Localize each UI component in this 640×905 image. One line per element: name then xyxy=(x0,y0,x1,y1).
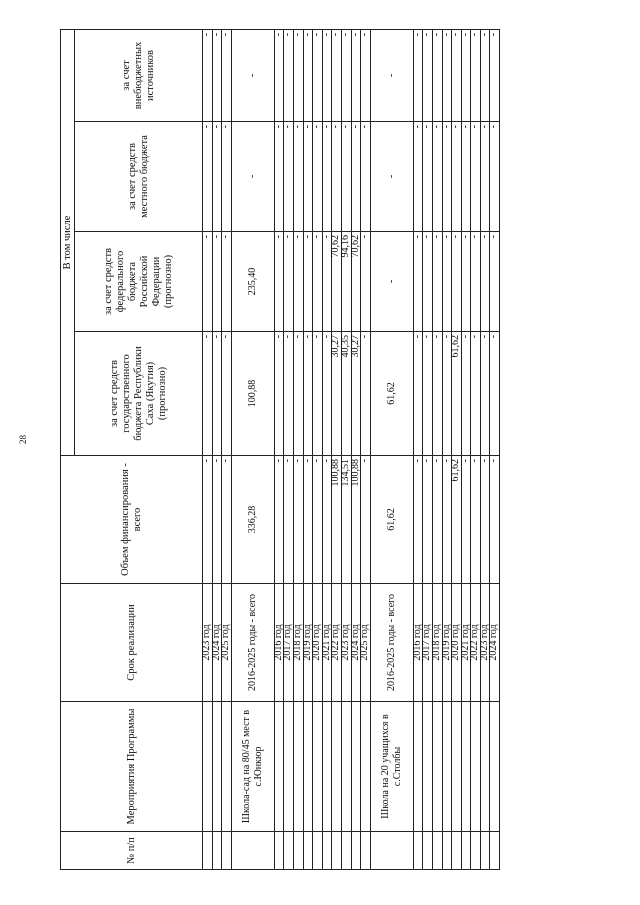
cell-period: 2016-2025 годы - всего xyxy=(370,584,413,702)
header-extra-budget: за счет внебюджетных источников xyxy=(75,29,203,121)
cell-measure xyxy=(274,702,284,832)
table-row xyxy=(432,29,442,869)
cell-state-budget: - xyxy=(361,332,371,456)
header-total: Объем финансирования - всего xyxy=(61,456,203,584)
cell-measure: Школа на 20 учащихся в с.Столбы xyxy=(370,702,413,832)
table-row xyxy=(303,29,313,869)
cell-total: - xyxy=(413,456,423,584)
cell-federal-budget: - xyxy=(370,232,413,332)
cell-extra-budget: - xyxy=(212,29,222,121)
cell-measure: Школа-сад на 80/45 мест в с.Юнкюр xyxy=(231,702,274,832)
cell-no xyxy=(293,832,303,870)
cell-no xyxy=(231,832,274,870)
cell-measure xyxy=(361,702,371,832)
cell-measure xyxy=(212,702,222,832)
cell-total: - xyxy=(471,456,481,584)
cell-period: 2018 год xyxy=(432,584,442,702)
cell-federal-budget: 94,16 xyxy=(341,232,351,332)
cell-period: 2016 год xyxy=(274,584,284,702)
cell-total: - xyxy=(423,456,433,584)
table-row xyxy=(413,29,423,869)
cell-no xyxy=(284,832,294,870)
cell-local-budget: - xyxy=(370,122,413,232)
cell-extra-budget: - xyxy=(284,29,294,121)
cell-local-budget: - xyxy=(274,122,284,232)
cell-total: - xyxy=(322,456,332,584)
cell-local-budget: - xyxy=(461,122,471,232)
cell-no xyxy=(432,832,442,870)
cell-federal-budget: - xyxy=(212,232,222,332)
table-row xyxy=(203,29,213,869)
cell-local-budget: - xyxy=(423,122,433,232)
cell-local-budget: - xyxy=(303,122,313,232)
cell-period: 2017 год xyxy=(423,584,433,702)
cell-state-budget: - xyxy=(212,332,222,456)
table-row xyxy=(370,29,413,869)
cell-federal-budget: - xyxy=(293,232,303,332)
cell-state-budget: - xyxy=(313,332,323,456)
cell-local-budget: - xyxy=(322,122,332,232)
cell-state-budget: - xyxy=(303,332,313,456)
cell-federal-budget: 70,62 xyxy=(351,232,361,332)
cell-extra-budget: - xyxy=(303,29,313,121)
cell-federal-budget: - xyxy=(461,232,471,332)
cell-period: 2024 год xyxy=(351,584,361,702)
cell-federal-budget: - xyxy=(313,232,323,332)
cell-federal-budget: - xyxy=(480,232,490,332)
cell-local-budget: - xyxy=(432,122,442,232)
cell-measure xyxy=(432,702,442,832)
cell-local-budget: - xyxy=(351,122,361,232)
cell-state-budget: - xyxy=(490,332,500,456)
cell-measure xyxy=(284,702,294,832)
cell-state-budget: - xyxy=(471,332,481,456)
cell-state-budget: 61,62 xyxy=(370,332,413,456)
table-row xyxy=(284,29,294,869)
cell-extra-budget: - xyxy=(313,29,323,121)
cell-federal-budget: - xyxy=(303,232,313,332)
cell-federal-budget: - xyxy=(452,232,462,332)
cell-extra-budget: - xyxy=(370,29,413,121)
cell-state-budget: - xyxy=(274,332,284,456)
cell-no xyxy=(203,832,213,870)
table-header xyxy=(61,29,203,869)
cell-measure xyxy=(341,702,351,832)
cell-no xyxy=(452,832,462,870)
cell-period: 2025 год xyxy=(361,584,371,702)
cell-federal-budget: 235,40 xyxy=(231,232,274,332)
cell-period: 2023 год xyxy=(203,584,213,702)
cell-total: - xyxy=(284,456,294,584)
cell-state-budget: 100,88 xyxy=(231,332,274,456)
cell-federal-budget: - xyxy=(203,232,213,332)
cell-measure xyxy=(322,702,332,832)
cell-extra-budget: - xyxy=(442,29,452,121)
cell-state-budget: - xyxy=(203,332,213,456)
financing-table xyxy=(60,29,500,870)
cell-local-budget: - xyxy=(293,122,303,232)
cell-period: 2016-2025 годы - всего xyxy=(231,584,274,702)
cell-extra-budget: - xyxy=(423,29,433,121)
cell-period: 2024 год xyxy=(490,584,500,702)
cell-federal-budget: - xyxy=(442,232,452,332)
cell-federal-budget: - xyxy=(222,232,232,332)
table-row xyxy=(231,29,274,869)
cell-no xyxy=(212,832,222,870)
cell-no xyxy=(341,832,351,870)
cell-period: 2021 год xyxy=(461,584,471,702)
cell-federal-budget: - xyxy=(490,232,500,332)
header-including: В том числе xyxy=(61,29,75,455)
cell-local-budget: - xyxy=(332,122,342,232)
cell-period: 2022 год xyxy=(332,584,342,702)
cell-period: 2023 год xyxy=(480,584,490,702)
rotated-page-frame xyxy=(60,30,620,870)
cell-federal-budget: - xyxy=(284,232,294,332)
cell-total: - xyxy=(361,456,371,584)
cell-no xyxy=(322,832,332,870)
table-body xyxy=(203,29,500,869)
cell-total: - xyxy=(313,456,323,584)
cell-measure xyxy=(490,702,500,832)
cell-local-budget: - xyxy=(212,122,222,232)
cell-measure xyxy=(452,702,462,832)
cell-state-budget: 30,27 xyxy=(332,332,342,456)
cell-no xyxy=(480,832,490,870)
cell-extra-budget: - xyxy=(461,29,471,121)
cell-state-budget: - xyxy=(423,332,433,456)
header-local-budget: за счет средств местного бюджета xyxy=(75,122,203,232)
cell-total: 100,88 xyxy=(332,456,342,584)
cell-no xyxy=(461,832,471,870)
cell-extra-budget: - xyxy=(361,29,371,121)
cell-total: 61,62 xyxy=(452,456,462,584)
cell-federal-budget: - xyxy=(274,232,284,332)
cell-state-budget: - xyxy=(284,332,294,456)
page-number: 28 xyxy=(18,435,28,444)
cell-no xyxy=(351,832,361,870)
cell-total: - xyxy=(480,456,490,584)
cell-no xyxy=(471,832,481,870)
cell-measure xyxy=(293,702,303,832)
cell-total: - xyxy=(461,456,471,584)
cell-local-budget: - xyxy=(471,122,481,232)
cell-measure xyxy=(332,702,342,832)
cell-state-budget: - xyxy=(322,332,332,456)
table-row xyxy=(293,29,303,869)
cell-period: 2021 год xyxy=(322,584,332,702)
cell-measure xyxy=(351,702,361,832)
cell-measure xyxy=(413,702,423,832)
cell-no xyxy=(442,832,452,870)
cell-state-budget: 61,62 xyxy=(452,332,462,456)
cell-local-budget: - xyxy=(231,122,274,232)
cell-period: 2019 год xyxy=(442,584,452,702)
cell-local-budget: - xyxy=(413,122,423,232)
table-row xyxy=(461,29,471,869)
header-federal-budget: за счет средств федерального бюджета Российской Федерации (прогнозно) xyxy=(75,232,203,332)
cell-measure xyxy=(461,702,471,832)
cell-extra-budget: - xyxy=(471,29,481,121)
cell-state-budget: - xyxy=(222,332,232,456)
cell-no xyxy=(274,832,284,870)
cell-federal-budget: 70,62 xyxy=(332,232,342,332)
cell-extra-budget: - xyxy=(222,29,232,121)
cell-local-budget: - xyxy=(203,122,213,232)
cell-extra-budget: - xyxy=(432,29,442,121)
cell-total: - xyxy=(303,456,313,584)
cell-extra-budget: - xyxy=(452,29,462,121)
table-row xyxy=(313,29,323,869)
cell-total: - xyxy=(222,456,232,584)
cell-federal-budget: - xyxy=(432,232,442,332)
cell-local-budget: - xyxy=(222,122,232,232)
cell-no xyxy=(361,832,371,870)
table-row xyxy=(452,29,462,869)
table-row xyxy=(480,29,490,869)
cell-extra-budget: - xyxy=(203,29,213,121)
cell-local-budget: - xyxy=(480,122,490,232)
cell-state-budget: - xyxy=(432,332,442,456)
cell-no xyxy=(332,832,342,870)
cell-federal-budget: - xyxy=(361,232,371,332)
cell-no xyxy=(370,832,413,870)
header-no: № п/п xyxy=(61,832,203,870)
cell-extra-budget: - xyxy=(274,29,284,121)
cell-measure xyxy=(313,702,323,832)
cell-period: 2018 год xyxy=(293,584,303,702)
cell-extra-budget: - xyxy=(413,29,423,121)
cell-total: - xyxy=(274,456,284,584)
cell-federal-budget: - xyxy=(471,232,481,332)
cell-state-budget: - xyxy=(442,332,452,456)
cell-period: 2017 год xyxy=(284,584,294,702)
cell-local-budget: - xyxy=(442,122,452,232)
cell-extra-budget: - xyxy=(351,29,361,121)
table-row xyxy=(322,29,332,869)
cell-total: - xyxy=(442,456,452,584)
table-row xyxy=(222,29,232,869)
table-row xyxy=(490,29,500,869)
cell-no xyxy=(413,832,423,870)
cell-total: - xyxy=(212,456,222,584)
table-row xyxy=(442,29,452,869)
cell-no xyxy=(313,832,323,870)
cell-period: 2023 год xyxy=(341,584,351,702)
cell-state-budget: - xyxy=(461,332,471,456)
cell-period: 2019 год xyxy=(303,584,313,702)
cell-period: 2020 год xyxy=(452,584,462,702)
cell-period: 2016 год xyxy=(413,584,423,702)
cell-total: - xyxy=(293,456,303,584)
cell-local-budget: - xyxy=(452,122,462,232)
table-row xyxy=(341,29,351,869)
cell-extra-budget: - xyxy=(322,29,332,121)
cell-federal-budget: - xyxy=(322,232,332,332)
cell-no xyxy=(222,832,232,870)
cell-extra-budget: - xyxy=(341,29,351,121)
cell-state-budget: 40,35 xyxy=(341,332,351,456)
table-row xyxy=(212,29,222,869)
cell-extra-budget: - xyxy=(490,29,500,121)
table-row xyxy=(423,29,433,869)
cell-total: 134,51 xyxy=(341,456,351,584)
cell-extra-budget: - xyxy=(332,29,342,121)
header-period: Срок реализации xyxy=(61,584,203,702)
cell-total: 336,28 xyxy=(231,456,274,584)
cell-total: - xyxy=(490,456,500,584)
cell-total: - xyxy=(432,456,442,584)
table-row xyxy=(332,29,342,869)
cell-extra-budget: - xyxy=(293,29,303,121)
rotated-table-container xyxy=(60,30,620,870)
cell-measure xyxy=(471,702,481,832)
table-row xyxy=(274,29,284,869)
cell-measure xyxy=(303,702,313,832)
cell-measure xyxy=(442,702,452,832)
cell-no xyxy=(303,832,313,870)
cell-extra-budget: - xyxy=(231,29,274,121)
cell-state-budget: - xyxy=(480,332,490,456)
cell-local-budget: - xyxy=(490,122,500,232)
cell-measure xyxy=(480,702,490,832)
cell-local-budget: - xyxy=(284,122,294,232)
cell-total: 61,62 xyxy=(370,456,413,584)
cell-local-budget: - xyxy=(361,122,371,232)
cell-measure xyxy=(222,702,232,832)
cell-local-budget: - xyxy=(341,122,351,232)
header-measures: Мероприятия Программы xyxy=(61,702,203,832)
cell-period: 2024 год xyxy=(212,584,222,702)
cell-period: 2020 год xyxy=(313,584,323,702)
cell-measure xyxy=(203,702,213,832)
cell-no xyxy=(490,832,500,870)
cell-total: 100,88 xyxy=(351,456,361,584)
cell-federal-budget: - xyxy=(413,232,423,332)
cell-extra-budget: - xyxy=(480,29,490,121)
table-row xyxy=(471,29,481,869)
cell-total: - xyxy=(203,456,213,584)
header-state-budget: за счет средств государственного бюджета Республики Саха (Якутия) (прогнозно) xyxy=(75,332,203,456)
table-row xyxy=(361,29,371,869)
cell-state-budget: 30,27 xyxy=(351,332,361,456)
table-row xyxy=(351,29,361,869)
cell-no xyxy=(423,832,433,870)
cell-period: 2022 год xyxy=(471,584,481,702)
cell-local-budget: - xyxy=(313,122,323,232)
cell-measure xyxy=(423,702,433,832)
cell-state-budget: - xyxy=(413,332,423,456)
cell-federal-budget: - xyxy=(423,232,433,332)
cell-state-budget: - xyxy=(293,332,303,456)
cell-period: 2025 год xyxy=(222,584,232,702)
